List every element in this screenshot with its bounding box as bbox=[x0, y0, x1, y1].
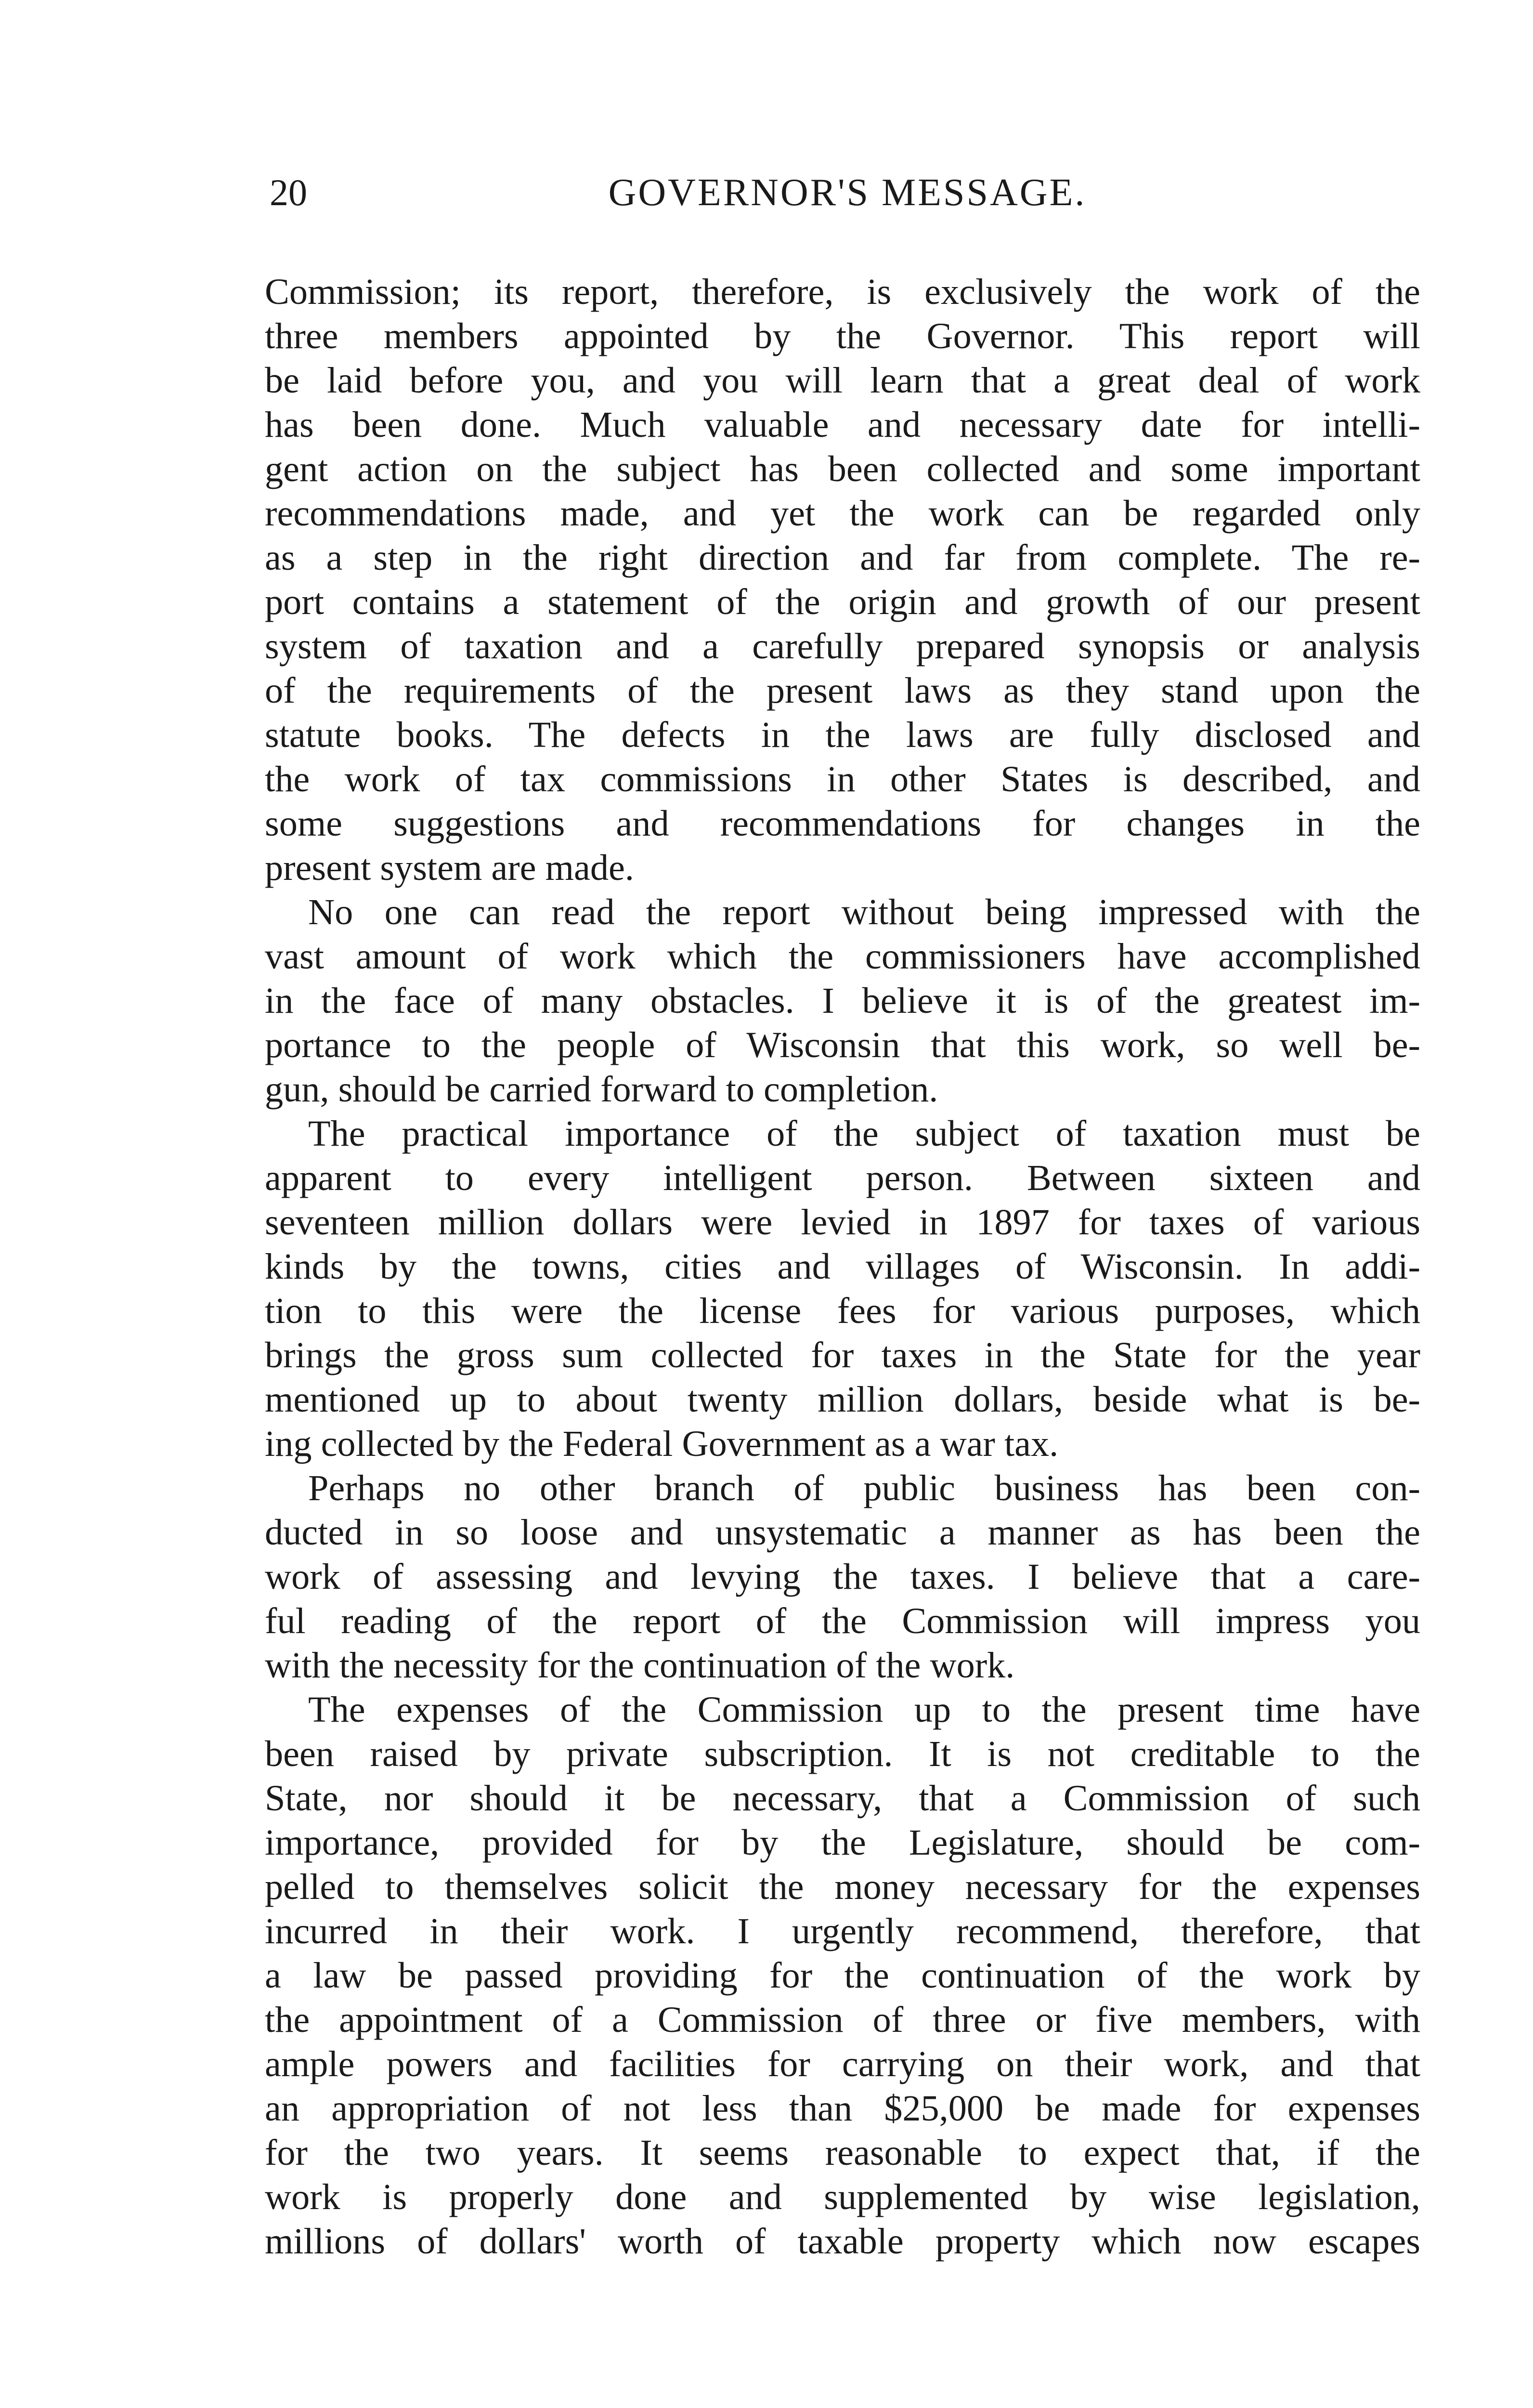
text-line: vast amount of work which the commissioners have accomplished bbox=[265, 936, 1420, 977]
text-line: with the necessity for the continuation of the work. bbox=[265, 1645, 1015, 1686]
text-line: system of taxation and a carefully prepared synopsis or analysis bbox=[265, 626, 1420, 667]
text-line: recommendations made, and yet the work can be regarded only bbox=[265, 493, 1420, 534]
text-line: the appointment of a Commission of three or five members, with bbox=[265, 1999, 1420, 2040]
text-line: incurred in their work. I urgently recommend, therefore, that bbox=[265, 1911, 1420, 1951]
paragraph bbox=[265, 1466, 1420, 1688]
text-line: work of assessing and levying the taxes. I believe that a care- bbox=[265, 1556, 1420, 1597]
text-line: Perhaps no other branch of public business has been con- bbox=[308, 1467, 1420, 1508]
text-line: in the face of many obstacles. I believe it is of the greatest im- bbox=[265, 980, 1420, 1021]
text-line: Commission; its report, therefore, is exclusively the work of the bbox=[265, 271, 1420, 312]
text-line: present system are made. bbox=[265, 847, 634, 888]
text-line: apparent to every intelligent person. Between sixteen and bbox=[265, 1157, 1420, 1198]
text-line: gun, should be carried forward to completion. bbox=[265, 1069, 938, 1110]
text-line: gent action on the subject has been collected and some important bbox=[265, 448, 1420, 489]
text-line: portance to the people of Wisconsin that this work, so well be- bbox=[265, 1024, 1420, 1065]
text-line: for the two years. It seems reasonable to expect that, if the bbox=[265, 2132, 1420, 2173]
text-line: as a step in the right direction and far from complete. The re- bbox=[265, 537, 1420, 578]
text-line: ample powers and facilities for carrying on their work, and that bbox=[265, 2043, 1420, 2084]
text-line: The expenses of the Commission up to the present time have bbox=[308, 1689, 1420, 1730]
text-line: of the requirements of the present laws as they stand upon the bbox=[265, 670, 1420, 711]
text-line: millions of dollars' worth of taxable property which now escapes bbox=[265, 2221, 1420, 2262]
text-line: ing collected by the Federal Government as a war tax. bbox=[265, 1423, 1059, 1464]
text-line: an appropriation of not less than $25,000 be made for expenses bbox=[265, 2088, 1420, 2129]
text-line: ful reading of the report of the Commission will impress you bbox=[265, 1600, 1420, 1641]
text-line: tion to this were the license fees for various purposes, which bbox=[265, 1290, 1420, 1331]
text-line: statute books. The defects in the laws are fully disclosed and bbox=[265, 714, 1420, 755]
text-line: brings the gross sum collected for taxes in the State for the year bbox=[265, 1335, 1420, 1375]
text-line: The practical importance of the subject of taxation must be bbox=[308, 1113, 1420, 1154]
text-line: has been done. Much valuable and necessary date for intelli- bbox=[265, 404, 1420, 445]
paragraph bbox=[265, 270, 1420, 890]
text-line: port contains a statement of the origin and growth of our present bbox=[265, 581, 1420, 622]
text-line: a law be passed providing for the continuation of the work by bbox=[265, 1955, 1420, 1996]
text-line: three members appointed by the Governor. This report will bbox=[265, 315, 1420, 356]
running-head bbox=[270, 164, 1425, 222]
text-line: be laid before you, and you will learn that a great deal of work bbox=[265, 360, 1420, 401]
running-title: GOVERNOR'S MESSAGE. bbox=[608, 171, 1087, 214]
text-line: the work of tax commissions in other States is described, and bbox=[265, 759, 1420, 799]
text-line: kinds by the towns, cities and villages of Wisconsin. In addi- bbox=[265, 1246, 1420, 1287]
text-line: importance, provided for by the Legislature, should be com- bbox=[265, 1822, 1420, 1863]
paragraph bbox=[265, 1688, 1420, 2264]
paragraph bbox=[265, 890, 1420, 1112]
text-line: No one can read the report without being impressed with the bbox=[308, 891, 1420, 932]
text-line: seventeen million dollars were levied in 1897 for taxes of various bbox=[265, 1202, 1420, 1243]
text-line: mentioned up to about twenty million dollars, beside what is be- bbox=[265, 1379, 1420, 1420]
text-line: State, nor should it be necessary, that a Commission of such bbox=[265, 1778, 1420, 1819]
text-line: ducted in so loose and unsystematic a manner as has been the bbox=[265, 1512, 1420, 1553]
text-line: been raised by private subscription. It is not creditable to the bbox=[265, 1733, 1420, 1774]
body-text bbox=[265, 270, 1420, 2264]
text-line: pelled to themselves solicit the money necessary for the expenses bbox=[265, 1866, 1420, 1907]
text-line: some suggestions and recommendations for changes in the bbox=[265, 803, 1420, 844]
paragraph bbox=[265, 1112, 1420, 1466]
text-line: work is properly done and supplemented by wise legislation, bbox=[265, 2176, 1420, 2217]
page-number: 20 bbox=[270, 171, 307, 213]
